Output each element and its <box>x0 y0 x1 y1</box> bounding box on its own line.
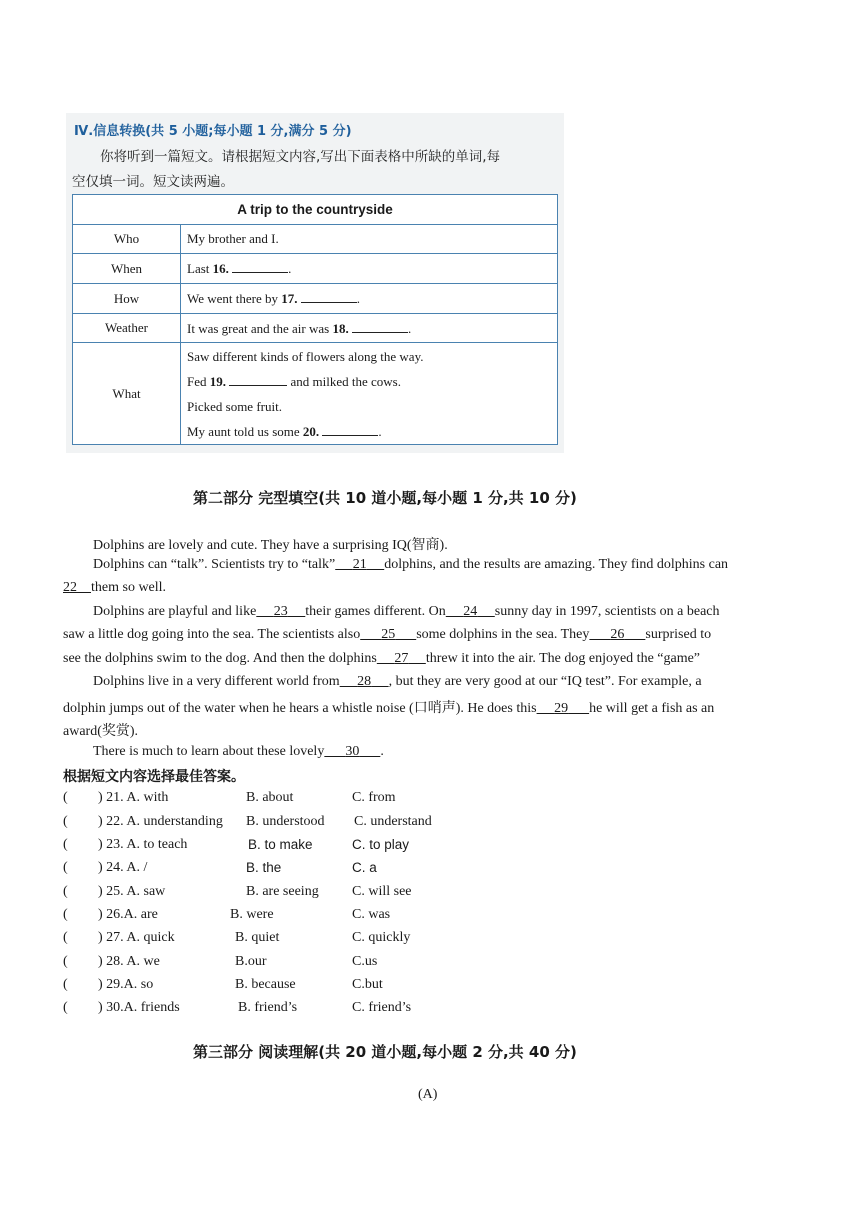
blank-22 <box>63 580 91 595</box>
question-26-option-c[interactable]: C. was <box>352 907 391 922</box>
blank-24 <box>446 604 495 619</box>
blank-number: 27 <box>394 651 409 666</box>
table-title: A trip to the countryside <box>73 195 558 225</box>
question-27-option-c[interactable]: C. quickly <box>352 930 411 945</box>
blank-26 <box>589 627 645 642</box>
answer-blank-18 <box>352 320 408 333</box>
passage-line <box>93 744 384 760</box>
passage-text: them so well. <box>91 580 167 595</box>
part3-heading: 第三部分 阅读理解(共 20 道小题,每小题 2 分,共 40 分) <box>193 1043 577 1061</box>
question-29-option-a[interactable]: ) 29.A. so <box>98 977 154 992</box>
row-key-how: How <box>73 284 181 314</box>
question-number: 17. <box>281 291 298 306</box>
question-24-option-b[interactable]: B. the <box>246 860 282 875</box>
passage-text: Dolphins live in a very different world from <box>93 674 340 689</box>
question-29-option-c[interactable]: C.but <box>352 977 383 992</box>
answer-blank-16 <box>232 260 288 273</box>
passage-line <box>63 697 714 717</box>
blank-number: 21 <box>352 557 367 572</box>
question-22-option-b[interactable]: B. understood <box>246 814 325 829</box>
row-value-what <box>181 343 558 445</box>
question-21-option-b[interactable]: B. about <box>246 790 294 805</box>
blank-25 <box>360 627 416 642</box>
passage-text: threw it into the air. The dog enjoyed the “game” <box>425 651 701 666</box>
question-28-option-a[interactable]: ) 28. A. we <box>98 954 160 969</box>
blank-number: 26 <box>610 627 625 642</box>
question-22-option-a[interactable]: ) 22. A. understanding <box>98 814 223 829</box>
passage-line <box>63 627 711 643</box>
row-text: . <box>378 423 382 439</box>
row-value-who: My brother and I. <box>181 225 558 254</box>
passage-line <box>93 604 720 620</box>
blank-number: 30 <box>345 744 360 759</box>
passage-text: , but they are very good at our “IQ test”. For example, a <box>388 674 702 689</box>
question-22-option-c[interactable]: C. understand <box>354 814 432 829</box>
passage-text: dolphins, and the results are amazing. They find dolphins can <box>384 557 729 572</box>
answer-paren[interactable]: ( <box>63 907 68 922</box>
question-26-option-b[interactable]: B. were <box>230 907 274 922</box>
blank-28 <box>340 674 389 689</box>
passage-text: saw a little dog going into the sea. The scientists also <box>63 627 361 642</box>
part2-heading: 第二部分 完型填空(共 10 道小题,每小题 1 分,共 10 分) <box>193 489 577 507</box>
blank-30 <box>324 744 380 759</box>
row-text: . <box>407 320 412 336</box>
table-row-what <box>73 343 558 445</box>
row-text: It was great and the air was <box>187 320 333 336</box>
blank-number: 28 <box>357 674 372 689</box>
row-key-weather: Weather <box>73 314 181 343</box>
row-key-what: What <box>73 343 181 445</box>
what-line-4 <box>187 419 551 444</box>
blank-27 <box>377 651 426 666</box>
passage-text: see the dolphins swim to the dog. And then the dolphins <box>63 651 377 666</box>
question-24-option-a[interactable]: ) 24. A. / <box>98 860 148 875</box>
row-text: Fed <box>187 373 210 389</box>
passage-text: their games different. On <box>305 604 446 619</box>
row-value-weather <box>181 314 558 343</box>
table-row-how <box>73 284 558 314</box>
blank-number: 23 <box>273 604 288 619</box>
question-24-option-c[interactable]: C. a <box>352 860 377 875</box>
passage-line <box>63 651 700 667</box>
passage-text: surprised to <box>645 627 712 642</box>
question-number: 18. <box>332 320 349 336</box>
question-25-option-a[interactable]: ) 25. A. saw <box>98 884 166 899</box>
blank-21 <box>335 557 384 572</box>
question-30-option-c[interactable]: C. friend’s <box>352 1000 412 1015</box>
row-text: . <box>288 261 292 276</box>
passage-line: Dolphins are lovely and cute. They have a surprising IQ(智商). <box>93 538 448 553</box>
answer-paren[interactable]: ( <box>63 954 68 969</box>
answer-blank-19 <box>229 373 287 386</box>
blank-number: 25 <box>381 627 396 642</box>
row-key-who: Who <box>73 225 181 254</box>
blank-number: 24 <box>463 604 478 619</box>
answer-paren[interactable]: ( <box>63 884 68 899</box>
row-value-when <box>181 254 558 284</box>
blank-number: 29 <box>554 701 569 716</box>
passage-line <box>93 674 702 690</box>
question-29-option-b[interactable]: B. because <box>235 977 296 992</box>
blank-23 <box>256 604 305 619</box>
passage-text: There is much to learn about these lovely <box>93 744 325 759</box>
trip-table <box>72 194 558 445</box>
question-26-option-a[interactable]: ) 26.A. are <box>98 907 158 922</box>
blank-29 <box>537 701 590 716</box>
what-line-1: Saw different kinds of flowers along the way. <box>187 348 424 364</box>
passage-text: dolphin jumps out of the water when he hears a whistle noise (口哨声). He does this <box>63 701 537 716</box>
question-23-option-a[interactable]: ) 23. A. to teach <box>98 837 188 852</box>
passage-text: sunny day in 1997, scientists on a beach <box>494 604 720 619</box>
what-line-3: Picked some fruit. <box>187 398 282 414</box>
answer-paren[interactable]: ( <box>63 977 68 992</box>
answer-paren[interactable]: ( <box>63 814 68 829</box>
section-iv-heading: Ⅳ.信息转换(共 5 小题;每小题 1 分,满分 5 分) <box>74 124 352 139</box>
row-text: We went there by <box>187 291 282 306</box>
section-iv-instruction-line1: 你将听到一篇短文。请根据短文内容,写出下面表格中所缺的单词,每 <box>100 149 501 165</box>
choose-instruction: 根据短文内容选择最佳答案。 <box>63 769 245 785</box>
question-28-option-b[interactable]: B.our <box>235 954 267 969</box>
question-30-option-b[interactable]: B. friend’s <box>238 1000 298 1015</box>
answer-blank-17 <box>301 290 357 303</box>
row-text: . <box>356 291 360 306</box>
passage-line <box>93 557 728 573</box>
question-21-option-c[interactable]: C. from <box>352 790 396 805</box>
table-row-when <box>73 254 558 284</box>
question-23-option-c[interactable]: C. to play <box>352 837 410 852</box>
table-row-weather <box>73 314 558 343</box>
question-30-option-a[interactable]: ) 30.A. friends <box>98 1000 180 1015</box>
table-row-who <box>73 225 558 254</box>
passage-text: some dolphins in the sea. They <box>416 627 590 642</box>
passage-line: award(奖赏). <box>63 724 139 739</box>
question-number: 19. <box>209 373 226 389</box>
question-28-option-c[interactable]: C.us <box>352 954 378 969</box>
passage-a-label: (A) <box>418 1087 438 1102</box>
question-number: 16. <box>212 261 229 276</box>
table-title-row <box>73 195 558 225</box>
passage-text: Dolphins are playful and like <box>93 604 257 619</box>
question-23-option-b[interactable]: B. to make <box>248 837 313 852</box>
question-25-option-c[interactable]: C. will see <box>352 884 412 899</box>
passage-text: he will get a fish as an <box>589 701 715 716</box>
answer-paren[interactable]: ( <box>63 930 68 945</box>
section-iv-instruction-line2: 空仅填一词。短文读两遍。 <box>72 174 234 190</box>
row-key-when: When <box>73 254 181 284</box>
question-21-option-a[interactable]: ) 21. A. with <box>98 790 169 805</box>
row-text: My aunt told us some <box>187 423 303 439</box>
row-value-how <box>181 284 558 314</box>
answer-paren[interactable]: ( <box>63 1000 68 1015</box>
passage-text: . <box>380 744 384 759</box>
question-25-option-b[interactable]: B. are seeing <box>246 884 319 899</box>
passage-line <box>63 580 166 596</box>
passage-text: Dolphins can “talk”. Scientists try to “talk” <box>93 557 336 572</box>
answer-paren[interactable]: ( <box>63 790 68 805</box>
row-text: and milked the cows. <box>290 373 401 389</box>
question-number: 20. <box>302 423 320 439</box>
row-text: Last <box>187 261 213 276</box>
answer-paren[interactable]: ( <box>63 860 68 875</box>
question-27-option-a[interactable]: ) 27. A. quick <box>98 930 175 945</box>
question-27-option-b[interactable]: B. quiet <box>235 930 280 945</box>
answer-blank-20 <box>322 423 378 436</box>
answer-paren[interactable]: ( <box>63 837 68 852</box>
blank-number: 22 <box>63 580 77 595</box>
what-line-2 <box>187 369 551 394</box>
